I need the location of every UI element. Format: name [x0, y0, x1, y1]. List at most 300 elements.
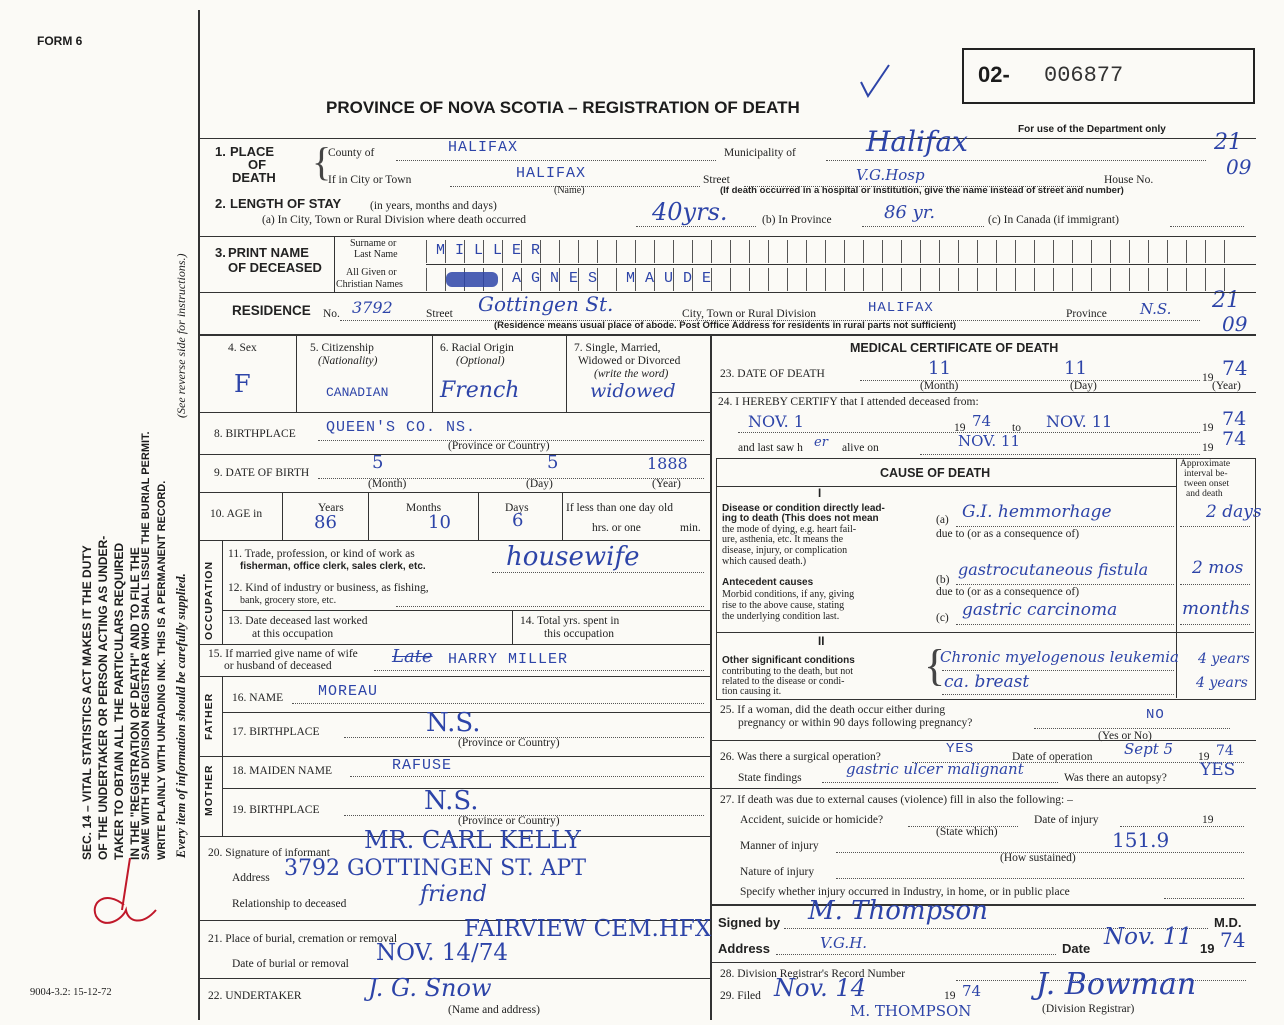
cert-to-yr: 19	[1202, 422, 1214, 434]
dod-label: 23. DATE OF DEATH	[720, 368, 825, 380]
spouse-line	[374, 670, 704, 671]
signed-date: Nov. 11	[1104, 924, 1193, 950]
sidebar-every: Every item of information should be carefully supplied.	[174, 573, 188, 858]
q25-value: NO	[1146, 707, 1165, 723]
surname-label-a: Surname or	[350, 238, 397, 249]
dept-use-label: For use of the Department only	[1018, 124, 1166, 135]
dob-year-label: (Year)	[652, 478, 681, 490]
city-label: If in City or Town	[328, 174, 412, 186]
name-divider	[334, 236, 335, 292]
medical-title: MEDICAL CERTIFICATE OF DEATH	[850, 341, 1059, 355]
page-title: PROVINCE OF NOVA SCOTIA – REGISTRATION OF DEATH	[326, 98, 800, 117]
father-name-label: 16. NAME	[232, 692, 284, 704]
residence-street-label: Street	[426, 308, 453, 320]
given-letter: E	[702, 270, 712, 287]
cause-b-int-line	[1180, 584, 1250, 585]
dod-year-pre: 19	[1202, 372, 1214, 384]
stay-b-value: 86 yr.	[884, 202, 936, 223]
name-label-b: OF DECEASED	[228, 260, 322, 275]
cert-from: NOV. 1	[748, 412, 804, 431]
q26-date-label: Date of operation	[1012, 751, 1093, 763]
q27-doi-yr: 19	[1202, 814, 1214, 826]
father-bp-sub: (Province or Country)	[458, 737, 560, 749]
q26-autopsy-label: Was there an autopsy?	[1064, 772, 1167, 784]
occ-q12b: bank, grocery store, etc.	[240, 595, 337, 606]
occ-q11b: fisherman, office clerk, sales clerk, etc.	[240, 561, 426, 572]
q27-code: 151.9	[1112, 828, 1170, 852]
other-b: contributing to the death, but not	[722, 666, 854, 677]
cause-a: G.I. hemmorhage	[962, 502, 1112, 522]
ante-b: Morbid conditions, if any, giving	[722, 589, 855, 600]
surname-letter: L	[474, 242, 484, 259]
occ-q11-line	[492, 572, 704, 573]
place-note: (If death occurred in a hospital or institution, give the name instead of street and number)	[720, 185, 1124, 196]
certificate-number: 006877	[1044, 63, 1124, 88]
stay-a-line	[636, 226, 756, 227]
dept-code-a: 21	[1214, 130, 1242, 155]
county-line	[396, 160, 716, 161]
q25-label-b: pregnancy or within 90 days following pregnancy?	[738, 717, 973, 729]
rule-occ-13	[222, 610, 710, 611]
occ-q13b: at this occupation	[252, 628, 334, 640]
q28-label: 28. Division Registrar's Record Number	[720, 968, 906, 980]
residence-no: 3792	[352, 298, 393, 317]
cause-a-int-line	[1180, 526, 1250, 527]
surname-letter: I	[455, 242, 465, 259]
div-age-4	[562, 492, 563, 540]
frame-left-line	[198, 10, 200, 1020]
q29-sub: (Division Registrar)	[1042, 1003, 1135, 1015]
other-d: tion causing it.	[722, 686, 782, 697]
cit-label-b: (Nationality)	[318, 355, 378, 367]
sidebar-line-6: WRITE PLAINLY WITH UNFADING INK. THIS IS A PERMANENT RECORD.	[156, 480, 168, 860]
q27-state-which: (State which)	[936, 826, 998, 838]
q26-autopsy: YES	[1200, 760, 1236, 780]
q27-specify-line	[1164, 898, 1244, 899]
other-1: Chronic myelogenous leukemia	[940, 648, 1179, 666]
surname-grid	[426, 240, 1246, 263]
interval-b: interval be-	[1184, 469, 1228, 479]
county-label: County of	[328, 147, 375, 159]
other-1-line	[942, 670, 1174, 671]
sidebar-see: (See reverse side for instructions.)	[174, 253, 188, 418]
direct-e: disease, injury, or complication	[722, 545, 848, 556]
direct-b: ing to death (This does not mean	[722, 513, 879, 524]
saw-label-2: alive on	[842, 442, 879, 454]
house-label: House No.	[1104, 174, 1154, 186]
sex-label: 4. Sex	[228, 342, 257, 354]
city-name-label: (Name)	[554, 185, 585, 196]
dob-day: 5	[547, 452, 559, 473]
brace-other: {	[924, 641, 946, 690]
birthplace-sub: (Province or Country)	[448, 440, 550, 452]
birthplace-value: QUEEN'S CO. NS.	[326, 419, 477, 436]
residence-city: HALIFAX	[868, 300, 934, 316]
q25-line	[1034, 728, 1230, 729]
check-mark-icon	[858, 62, 892, 100]
signed-yr: 19	[1200, 941, 1215, 956]
residence-prov: N.S.	[1140, 300, 1172, 318]
rule-after-signed	[710, 962, 1256, 963]
age-days: 6	[512, 510, 524, 531]
given-label-a: All Given or	[346, 267, 397, 278]
signed-addr-label: Address	[718, 941, 771, 956]
interval-c: tween onset	[1184, 479, 1230, 489]
q27-nature-line	[836, 878, 1244, 879]
ante-c: rise to the above cause, stating	[722, 600, 845, 611]
name-label-a: PRINT NAME	[228, 245, 309, 260]
stay-sub: (in years, months and days)	[370, 200, 497, 212]
surname-letter: R	[531, 242, 541, 259]
burial-date: NOV. 14/74	[376, 940, 509, 966]
spouse-label-a: 15. If married give name of wife	[208, 648, 358, 660]
ante-d: the underlying condition last.	[722, 611, 840, 622]
age-months: 10	[428, 512, 451, 533]
cert-to: NOV. 11	[1046, 412, 1113, 431]
given-letter: A	[645, 270, 655, 287]
residence-city-label: City, Town or Rural Division	[682, 308, 817, 320]
other-2: ca. breast	[944, 672, 1030, 692]
dept-code-c: 21	[1212, 288, 1240, 313]
roman-one: I	[818, 488, 822, 500]
q25-label-a: 25. If a woman, did the death occur either during	[720, 704, 946, 716]
place-num: 1.	[215, 144, 226, 159]
signed-addr-line	[776, 954, 1056, 955]
other-2-int: 4 years	[1196, 675, 1248, 691]
q29-yr: 19	[944, 990, 956, 1002]
cause-c: gastric carcinoma	[962, 600, 1118, 620]
sex-value: F	[234, 370, 251, 398]
residence-note: (Residence means usual place of abode. Post Office Address for residents in rural parts not sufficient)	[494, 320, 957, 331]
q27-label: 27. If death was due to external causes (violence) fill in also the following: –	[720, 794, 1073, 806]
informant-label: 20. Signature of informant	[208, 847, 331, 859]
marital-label-c: (write the word)	[594, 368, 669, 380]
scribble-icon	[446, 272, 498, 287]
burial-place: FAIRVIEW CEM.HFX	[464, 916, 712, 942]
dob-month-label: (Month)	[368, 478, 407, 490]
mother-bp-label: 19. BIRTHPLACE	[232, 804, 320, 816]
cause-c-int: months	[1182, 598, 1250, 619]
dob-label: 9. DATE OF BIRTH	[214, 467, 310, 479]
cause-c-label: (c)	[936, 612, 949, 624]
brace-place: {	[312, 139, 332, 184]
muni-line	[826, 160, 1206, 161]
stay-num: 2.	[215, 196, 226, 211]
dept-code-b: 09	[1226, 155, 1252, 179]
saw-value: NOV. 11	[958, 432, 1020, 450]
rule-after-stay	[198, 236, 1256, 237]
given-grid	[426, 268, 1246, 291]
other-c: related to the disease or condi-	[722, 676, 845, 687]
occ-q14b: this occupation	[544, 628, 614, 640]
cause-b-label: (b)	[936, 574, 950, 586]
informant-addr: 3792 GOTTINGEN ST. APT	[284, 856, 587, 881]
dod-year-label: (Year)	[1212, 380, 1241, 392]
given-letter: S	[588, 270, 598, 287]
q26-findings-label: State findings	[738, 772, 802, 784]
occ-q14a: 14. Total yrs. spent in	[520, 615, 620, 627]
div-occ-14	[512, 610, 513, 644]
mother-name-line	[350, 776, 704, 777]
county-value: HALIFAX	[448, 139, 519, 156]
cit-label-a: 5. Citizenship	[310, 342, 374, 354]
other-2-line	[942, 694, 1174, 695]
surname-letter: E	[512, 242, 522, 259]
signed-printed-name: M. THOMPSON	[850, 1002, 972, 1020]
cert-to-label: to	[1012, 422, 1021, 434]
div-occupation	[222, 540, 223, 644]
rule-after-father	[198, 756, 710, 757]
age-lt-label: If less than one day old	[566, 502, 673, 514]
father-side: FATHER	[203, 692, 215, 740]
given-letter: U	[664, 270, 674, 287]
cert-to-y: 74	[1222, 408, 1247, 430]
rule-after-q26	[710, 788, 1256, 789]
q27-accident: Accident, suicide or homicide?	[740, 814, 884, 826]
signed-value: M. Thompson	[808, 896, 988, 926]
surname-label-b: Last Name	[354, 249, 398, 260]
mother-bp-sub: (Province or Country)	[458, 815, 560, 827]
stay-b-line	[862, 226, 984, 227]
stay-c-label: (c) In Canada (if immigrant)	[988, 214, 1119, 226]
q27-specify: Specify whether injury occurred in Industry, in home, or in public place	[740, 886, 1070, 898]
marital-value: widowed	[590, 380, 676, 402]
dod-line	[860, 380, 1200, 381]
informant-rel-label: Relationship to deceased	[232, 898, 347, 910]
q26-findings: gastric ulcer malignant	[846, 760, 1024, 778]
given-letter: N	[550, 270, 560, 287]
rule-after-dob	[198, 492, 710, 493]
roman-two: II	[818, 636, 825, 648]
q29-yr-value: 74	[962, 982, 982, 1000]
saw-yr: 19	[1202, 442, 1214, 454]
rule-after-age	[198, 540, 710, 541]
stay-a-label: (a) In City, Town or Rural Division where death occurred	[262, 214, 526, 226]
race-value: French	[440, 378, 520, 403]
cause-b: gastrocutaneous fistula	[958, 560, 1149, 579]
div-sex	[296, 334, 297, 412]
cause-a-label: (a)	[936, 514, 949, 526]
frame-top-line	[198, 138, 1256, 139]
residence-prov-label: Province	[1066, 308, 1107, 320]
div-mother	[222, 756, 223, 836]
surname-letter: M	[436, 242, 446, 259]
sidebar-line-3: TAKER TO OBTAIN ALL THE PARTICULARS REQUIRED	[112, 542, 126, 860]
cit-value: CANADIAN	[326, 385, 389, 400]
occ-q11a: 11. Trade, profession, or kind of work as	[228, 548, 415, 560]
form-label: FORM 6	[37, 34, 83, 48]
sidebar-line-1: SEC. 14 – VITAL STATISTICS ACT MAKES IT THE DUTY	[80, 545, 94, 860]
stay-c-line	[1170, 226, 1244, 227]
div-father	[222, 676, 223, 756]
saw-hw: er	[814, 435, 828, 450]
direct-f: which caused death.)	[722, 556, 807, 567]
signed-date-label: Date	[1062, 941, 1091, 956]
direct-d: ure, asthenia, etc. It means the	[722, 534, 844, 545]
given-letter: A	[512, 270, 522, 287]
informant-rel: friend	[420, 882, 487, 907]
sidebar-line-5: SAME WITH THE DIVISION REGISTRAR WHO SHALL ISSUE THE BURIAL PERMIT.	[140, 431, 152, 860]
spouse-label-b: or husband of deceased	[224, 660, 332, 672]
rule-after-spouse	[198, 676, 710, 677]
age-min-label: min.	[680, 522, 701, 534]
race-label-b: (Optional)	[456, 355, 505, 367]
mother-bp: N.S.	[424, 786, 479, 816]
given-letter: G	[531, 270, 541, 287]
father-name-line	[292, 703, 704, 704]
q29-signature: J. Bowman	[1036, 967, 1197, 1002]
rule-after-q25	[710, 740, 1256, 741]
sidebar-line-4: IN THE "REGISTRATION OF DEATH" AND TO FILE THE	[128, 547, 142, 860]
q27-manner: Manner of injury	[740, 840, 819, 852]
cause-title-rule	[716, 486, 1176, 487]
cert-from-y: 74	[972, 412, 992, 430]
birthplace-label: 8. BIRTHPLACE	[214, 428, 296, 440]
interval-d: and death	[1186, 489, 1223, 499]
stay-b-label: (b) In Province	[762, 214, 832, 226]
undertaker-value: J. G. Snow	[368, 974, 492, 1002]
burial-date-label: Date of burial or removal	[232, 958, 349, 970]
spouse-value: HARRY MILLER	[448, 651, 569, 668]
ante-a: Antecedent causes	[722, 577, 814, 588]
direct-c: the mode of dying, e.g. heart fail-	[722, 524, 857, 535]
age-years: 86	[314, 512, 337, 533]
q26-label: 26. Was there a surgical operation?	[720, 751, 881, 763]
dept-code-d: 09	[1222, 312, 1248, 336]
rule-after-sex	[198, 412, 710, 413]
city-value: HALIFAX	[516, 165, 587, 182]
occ-q13a: 13. Date deceased last worked	[228, 615, 368, 627]
burial-label: 21. Place of burial, cremation or removal	[208, 933, 398, 945]
signed-date-y: 74	[1220, 928, 1246, 952]
muni-value: Halifax	[866, 125, 968, 158]
residence-street: Gottingen St.	[478, 292, 614, 316]
certificate-number-box	[962, 48, 1255, 104]
certificate-prefix: 02-	[978, 62, 1010, 87]
direct-a: Disease or condition directly lead-	[722, 503, 885, 514]
marital-label-a: 7. Single, Married,	[574, 342, 661, 354]
age-label: 10. AGE in	[210, 508, 263, 520]
cause-c-line	[956, 624, 1174, 625]
q27-nature: Nature of injury	[740, 866, 815, 878]
q26-value: YES	[946, 741, 975, 757]
undertaker-sub: (Name and address)	[448, 1004, 540, 1016]
given-letter: D	[683, 270, 693, 287]
age-months-label: Months	[406, 502, 442, 514]
rule-after-occupation	[198, 644, 710, 645]
signed-label: Signed by	[718, 915, 781, 930]
father-name: MOREAU	[318, 683, 379, 700]
saw-label: and last saw h	[738, 442, 803, 454]
given-label-b: Christian Names	[336, 279, 403, 290]
residence-label: RESIDENCE	[232, 303, 311, 318]
dod-day: 11	[1064, 358, 1087, 379]
stay-label: LENGTH OF STAY	[230, 196, 342, 211]
occ-q11-value: housewife	[506, 542, 640, 572]
race-label-a: 6. Racial Origin	[440, 342, 514, 354]
dob-day-label: (Day)	[526, 478, 553, 490]
cause-c-int-line	[1180, 624, 1250, 625]
marital-label-b: Widowed or Divorced	[578, 355, 681, 367]
dod-month-label: (Month)	[920, 380, 959, 392]
spouse-struck: Late	[392, 646, 433, 667]
sidebar-line-2: OF THE UNDERTAKER OR PERSON ACTING AS UNDER-	[96, 535, 110, 860]
dod-month: 11	[928, 358, 951, 379]
dod-day-label: (Day)	[1070, 380, 1097, 392]
signed-md: M.D.	[1214, 915, 1242, 930]
cause-b-line	[956, 584, 1174, 585]
street-label: Street	[703, 174, 730, 186]
q27-how: (How sustained)	[1000, 852, 1076, 864]
occ-q12-line	[396, 606, 704, 607]
cert-label: 24. I HEREBY CERTIFY that I attended deceased from:	[718, 396, 979, 408]
name-num: 3.	[215, 245, 226, 260]
due-2: due to (or as a consequence of)	[936, 586, 1080, 598]
occupation-side: OCCUPATION	[203, 560, 215, 640]
dob-year: 1888	[647, 454, 688, 473]
name-mid-line	[426, 264, 1256, 265]
dod-year: 74	[1222, 356, 1248, 380]
mother-side: MOTHER	[203, 764, 215, 816]
div-cit	[432, 334, 433, 412]
div-age-3	[478, 492, 479, 540]
saw-line	[920, 454, 1200, 455]
saw-y: 74	[1222, 428, 1247, 450]
q26-yr: 19	[1198, 751, 1210, 763]
div-race	[566, 334, 567, 412]
q25-sub: (Yes or No)	[1098, 730, 1152, 742]
other-1-int: 4 years	[1198, 651, 1250, 667]
due-1: due to (or as a consequence of)	[936, 528, 1080, 540]
q29-label: 29. Filed	[720, 990, 761, 1002]
residence-no-label: No.	[323, 308, 340, 320]
place-label-b: OF	[248, 157, 267, 172]
cause-mid-rule	[716, 632, 1254, 633]
age-hrs-label: hrs. or one	[592, 522, 641, 534]
q27-doi-label: Date of injury	[1034, 814, 1099, 826]
div-age-1	[282, 492, 283, 540]
rule-after-name	[198, 292, 1256, 293]
rule-after-dod	[710, 392, 1256, 393]
surname-letter: L	[493, 242, 503, 259]
mother-name-label: 18. MAIDEN NAME	[232, 765, 332, 777]
dob-month: 5	[372, 452, 384, 473]
rule-after-birthplace	[198, 454, 710, 455]
undertaker-label: 22. UNDERTAKER	[208, 990, 302, 1002]
place-label-c: DEATH	[232, 170, 276, 185]
cause-b-int: 2 mos	[1192, 558, 1244, 578]
other-a: Other significant conditions	[722, 655, 855, 666]
cert-from-yr: 19	[954, 422, 966, 434]
cause-a-int: 2 days	[1206, 502, 1262, 522]
age-years-label: Years	[318, 502, 344, 514]
given-letter: M	[626, 270, 636, 287]
given-letter: E	[569, 270, 579, 287]
age-days-label: Days	[505, 502, 529, 514]
signed-addr: V.G.H.	[820, 934, 868, 952]
occ-q12a: 12. Kind of industry or business, as fishing,	[228, 582, 429, 594]
interval-a: Approximate	[1180, 459, 1231, 469]
cause-title: CAUSE OF DEATH	[880, 466, 991, 480]
informant-value: MR. CARL KELLY	[364, 826, 581, 854]
rule-after-residence	[198, 334, 1256, 336]
informant-addr-label: Address	[232, 872, 270, 884]
stay-a-value: 40yrs.	[652, 198, 728, 226]
mother-name: RAFUSE	[392, 757, 453, 774]
q26-date: Sept 5	[1124, 740, 1174, 758]
q27-doi-line	[1120, 826, 1244, 827]
place-label-a: PLACE	[230, 144, 275, 159]
